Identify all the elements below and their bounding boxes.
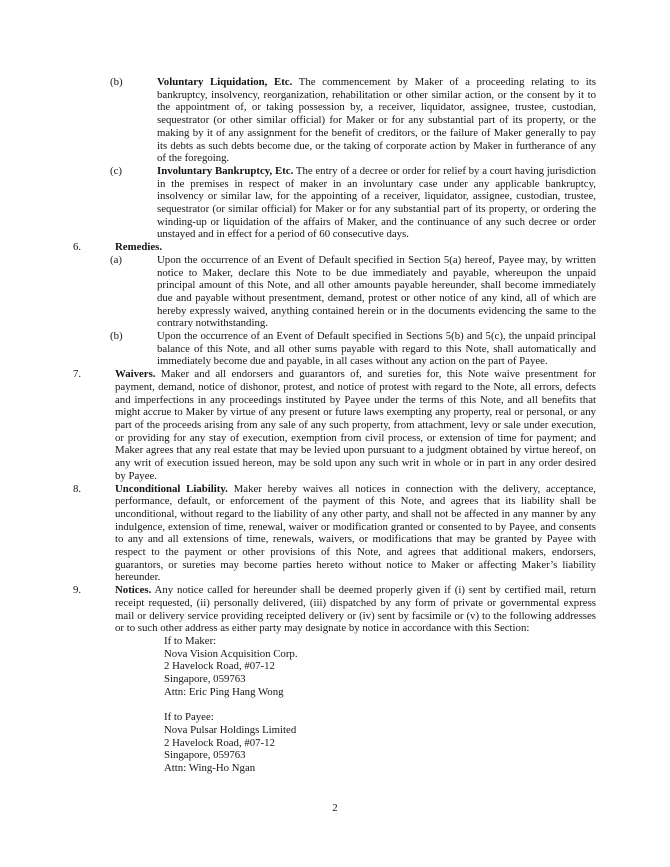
- address-line: Attn: Eric Ping Hang Wong: [164, 685, 284, 698]
- address-line: 2 Havelock Road, #07-12: [164, 736, 275, 749]
- address-line: If to Maker:: [164, 634, 217, 647]
- clause-text: The entry of a decree or order for relief by a court having jurisdiction in the premises in respect of maker in an involuntary case under any applicable bankruptcy, insolvency or similar law, for the appointing of a receiver, liquidator, assignee, custodian, trustee, sequestrator (or similar official) for Maker or for any substantial part of its property, or ordering the winding-up or liquidation of the affairs of Maker, and the continuance of any such decree or order unstayed and in effect for a period of 60 consecutive days.: [157, 164, 596, 241]
- section-title: Notices.: [115, 584, 152, 597]
- section-text: Maker and all endorsers and guarantors of, and sureties for, this Note waive presentment for payment, demand, notice of dishonor, protest, and notice of protest with regard to the Note, all errors, defects and imperfections in any proceedings instituted by Payee under the terms of this Note, and all benefits that might accrue to Maker by virtue of any present or future laws exempting any property, real or personal, or any part of the proceeds arising from any sale of any such property, from attachment, levy or sale under execution, or providing for any stay of execution, exemption from civil process, or extension of time for payment; and Maker agrees that any real estate that may be levied upon pursuant to a judgment obtained by virtue hereof, on any writ of execution issued hereon, may be sold upon any such writ in whole or in part in any order desired by Payee.: [115, 368, 596, 482]
- section-title: Waivers.: [115, 368, 156, 381]
- subclause-letter: (b): [110, 330, 123, 343]
- address-block-payee: [164, 711, 596, 775]
- address-line: Attn: Wing-Ho Ngan: [164, 761, 256, 774]
- clause-item-b: [110, 76, 596, 165]
- subclause-text: Upon the occurrence of an Event of Default specified in Sections 5(b) and 5(c), the unpaid principal balance of this Note, and all other sums payable with regard to this Note, shall automatically and immediately become due and payable, in all cases without any action on the part of Payee.: [157, 330, 596, 368]
- subclause-item-6b: [110, 330, 596, 368]
- section-text: Any notice called for hereunder shall be deemed properly given if (i) sent by certified mail, return receipt requested, (ii) personally delivered, (iii) dispatched by any form of private or governmental express mail or delivery service providing receipted delivery or (iv) sent by facsimile or (v) to the following addresses or to such other address as either party may designate by notice in accordance with this Section:: [115, 584, 597, 635]
- clause-item-c: [110, 164, 596, 241]
- section-number: 6.: [73, 241, 82, 254]
- clause-letter: (b): [110, 76, 123, 88]
- address-line: Singapore, 059763: [164, 749, 246, 762]
- section-unconditional-liability: [73, 482, 597, 585]
- section-number: 8.: [73, 482, 82, 495]
- section-number: 9.: [73, 584, 82, 597]
- section-notices: [73, 584, 597, 635]
- address-line: 2 Havelock Road, #07-12: [164, 660, 275, 673]
- subclause-item-6a: [110, 253, 596, 330]
- address-line: Nova Vision Acquisition Corp.: [164, 647, 298, 660]
- document-content: [0, 76, 670, 775]
- subclause-text: Upon the occurrence of an Event of Default specified in Section 5(a) hereof, Payee may, by written notice to Maker, declare this Note to be due immediately and payable, whereupon the unpaid principal amount of this Note, and all other amounts payable hereunder, shall become immediately due and payable without presentment, demand, protest or other notice of any kind, all of which are hereby expressly waived, anything contained herein or in the documents evidencing the same to the contrary notwithstanding.: [157, 253, 596, 330]
- clause-title: Involuntary Bankruptcy, Etc.: [157, 164, 294, 177]
- section-waivers: [73, 368, 596, 482]
- section-title: Unconditional Liability.: [115, 482, 228, 495]
- address-block-maker: [164, 635, 596, 699]
- section-number: 7.: [73, 368, 82, 381]
- subclause-letter: (a): [110, 253, 122, 266]
- address-line: If to Payee:: [164, 711, 214, 724]
- clause-text: The commencement by Maker of a proceeding relating to its bankruptcy, insolvency, reorganization, rehabilitation or other similar action, or the consent by it to the appointment of, or taking possession by, a receiver, liquidator, assignee, trustee, custodian, sequestrator (or other similar official) for Maker or for any substantial part of its property, or the making by it of any assignment for the benefit of creditors, or the failure of Maker generally to pay its debts as such debts become due, or the taking of corporate action by Maker in furtherance of any of the foregoing.: [157, 76, 596, 165]
- section-title: Remedies.: [115, 241, 163, 254]
- clause-letter: (c): [110, 164, 122, 177]
- address-line: Nova Pulsar Holdings Limited: [164, 723, 297, 736]
- clause-title: Voluntary Liquidation, Etc.: [157, 76, 293, 88]
- address-line: Singapore, 059763: [164, 673, 246, 686]
- section-text: Maker hereby waives all notices in connection with the delivery, acceptance, performance, default, or enforcement of the payment of this Note, and agrees that its liability shall be unconditional, without regard to the liability of any other party, and shall not be affected in any manner by any indulgence, extension of time, renewal, waiver or modification granted or consented to by Payee, and consents to any and all extensions of time, renewals, waivers, or modifications that may be granted by Payee with respect to the payment or other provisions of this Note, and agrees that additional makers, endorsers, guarantors, or sureties may become parties hereto without notice to Maker or affecting Maker’s liability hereunder.: [115, 482, 597, 584]
- page-number: 2: [332, 802, 338, 814]
- section-remedies-heading: [73, 241, 596, 254]
